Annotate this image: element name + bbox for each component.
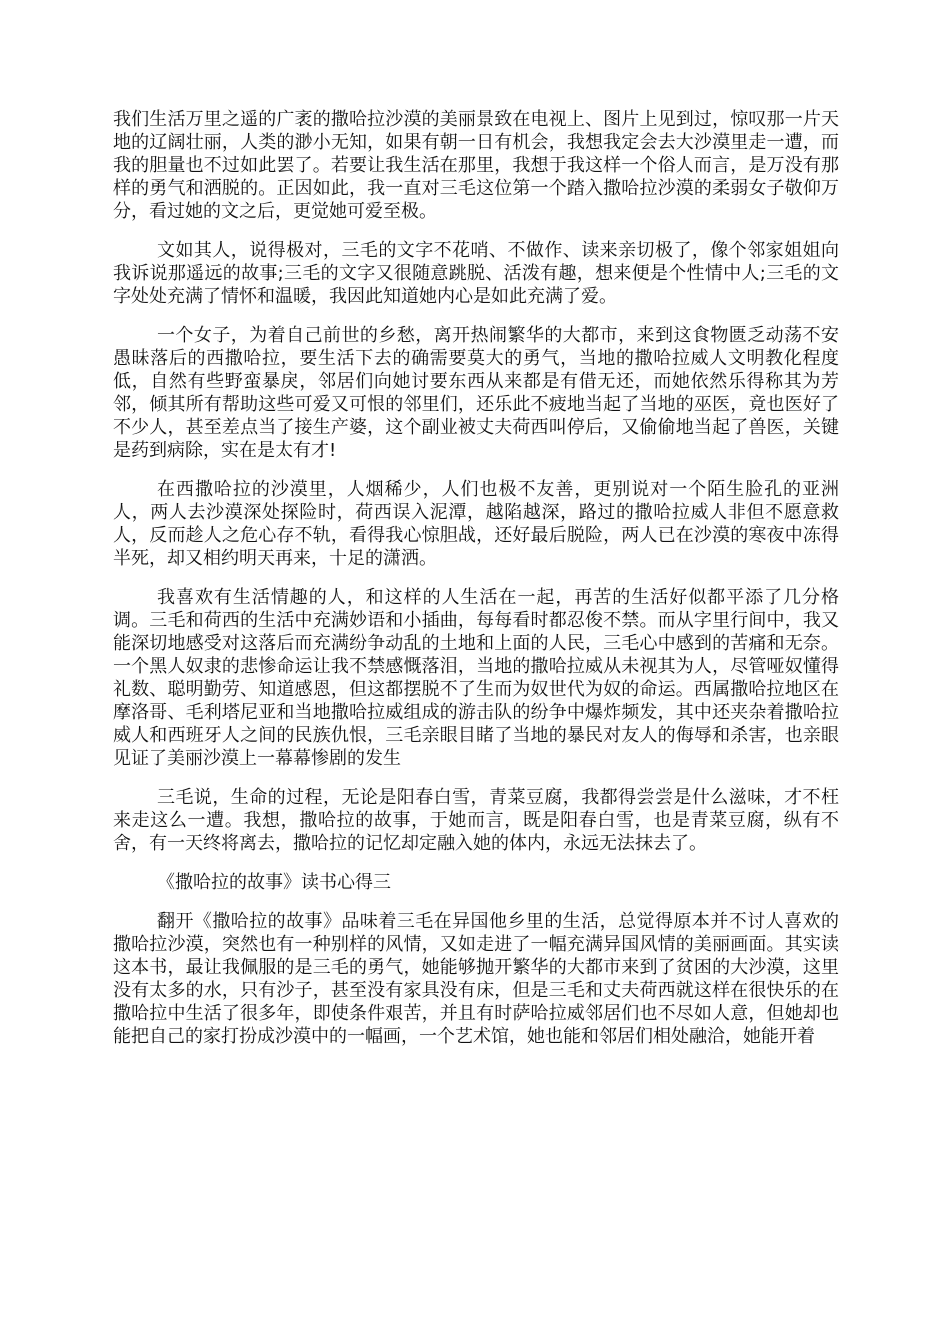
paragraph-2: 文如其人，说得极对，三毛的文字不花哨、不做作、读来亲切极了，像个邻家姐姐向我诉说那遥远的故事;三毛的文字又很随意跳脱、活泼有趣，想来便是个性情中人;三毛的文字处处充满了情怀和温暖，我因此知道她内心是如此充满了爱。	[113, 240, 839, 307]
paragraph-3: 一个女子，为着自己前世的乡愁，离开热闹繁华的大都市，来到这食物匮乏动荡不安愚昧落后的西撒哈拉，要生活下去的确需要莫大的勇气，当地的撒哈拉威人文明教化程度低，自然有些野蛮暴戾，邻居们向她讨要东西从来都是有借无还，而她依然乐得称其为芳邻，倾其所有帮助这些可爱又可恨的邻里们，还乐此不疲地当起了当地的巫医，竟也医好了不少人，甚至差点当了接生产婆，这个副业被丈夫荷西叫停后，又偷偷地当起了兽医，关键是药到病除，实在是太有才!	[113, 325, 839, 461]
paragraph-1: 我们生活万里之遥的广袤的撒哈拉沙漠的美丽景致在电视上、图片上见到过，惊叹那一片天地的辽阔壮丽，人类的渺小无知，如果有朝一日有机会，我想我定会去大沙漠里走一遭，而我的胆量也不过如此罢了。若要让我生活在那里，我想于我这样一个俗人而言，是万没有那样的勇气和洒脱的。正因如此，我一直对三毛这位第一个踏入撒哈拉沙漠的柔弱女子敬仰万分，看过她的文之后，更觉她可爱至极。	[113, 109, 839, 222]
document-page	[113, 108, 839, 1064]
paragraph-4: 在西撒哈拉的沙漠里，人烟稀少，人们也极不友善，更别说对一个陌生脸孔的亚洲人，两人去沙漠深处探险时，荷西误入泥潭，越陷越深，路过的撒哈拉威人非但不愿意救人，反而趁人之危心存不轨，看得我心惊胆战，还好最后脱险，两人已在沙漠的寒夜中冻得半死，却又相约明天再来，十足的潇洒。	[113, 479, 839, 569]
section-heading: 《撒哈拉的故事》读书心得三	[157, 872, 391, 893]
paragraph-5: 我喜欢有生活情趣的人，和这样的人生活在一起，再苦的生活好似都平添了几分格调。三毛和荷西的生活中充满妙语和小插曲，每每看时都忍俊不禁。而从字里行间中，我又能深切地感受对这落后而充满纷争动乱的土地和上面的人民，三毛心中感到的苦痛和无奈。一个黑人奴隶的悲惨命运让我不禁感慨落泪，当地的撒哈拉威从未视其为人，尽管哑奴懂得礼数、聪明勤劳、知道感恩，但这都摆脱不了生而为奴世代为奴的命运。西属撒哈拉地区在摩洛哥、毛利塔尼亚和当地撒哈拉威组成的游击队的纷争中爆炸频发，其中还夹杂着撒哈拉威人和西班牙人之间的民族仇恨，三毛亲眼目睹了当地的暴民对友人的侮辱和杀害，也亲眼见证了美丽沙漠上一幕幕惨剧的发生	[113, 587, 839, 769]
paragraph-7: 翻开《撒哈拉的故事》品味着三毛在异国他乡里的生活，总觉得原本并不讨人喜欢的撒哈拉沙漠，突然也有一种别样的风情，又如走进了一幅充满异国风情的美丽画面。其实读这本书，最让我佩服的是三毛的勇气，她能够抛开繁华的大都市来到了贫困的大沙漠，这里没有太多的水，只有沙子，甚至没有家具没有床，但是三毛和丈夫荷西就这样在很快乐的在撒哈拉中生活了很多年，即使条件艰苦，并且有时萨哈拉威邻居们也不尽如人意，但她却也能把自己的家打扮成沙漠中的一幅画，一个艺术馆，她也能和邻居们相处融洽，她能开着	[113, 911, 839, 1047]
paragraph-6: 三毛说，生命的过程，无论是阳春白雪，青菜豆腐，我都得尝尝是什么滋味，才不枉来走这么一遭。我想，撒哈拉的故事，于她而言，既是阳春白雪，也是青菜豆腐，纵有不舍，有一天终将离去，撒哈拉的记忆却定融入她的体内，永远无法抹去了。	[113, 787, 839, 854]
